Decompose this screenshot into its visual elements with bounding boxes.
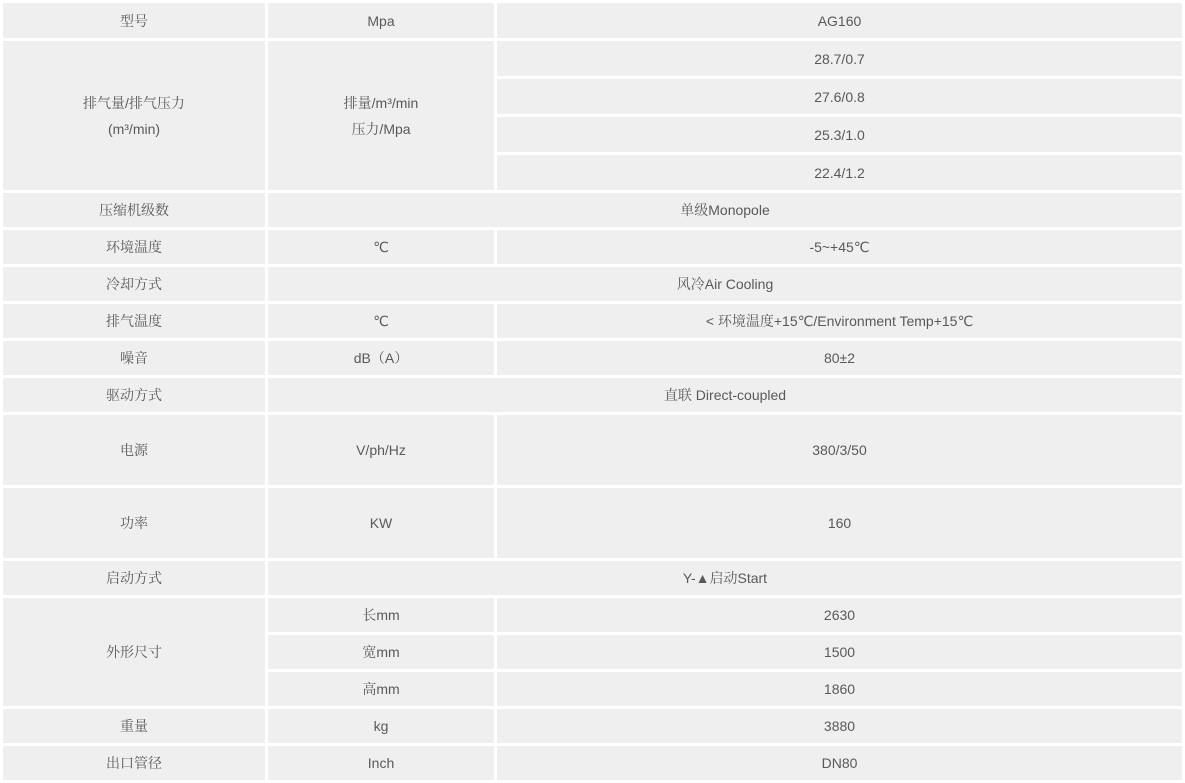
table-row-stages	[3, 193, 1182, 227]
discharge-value: 27.6/0.8	[497, 79, 1182, 114]
header-unit-label: Mpa	[268, 3, 494, 38]
table-row-discharge-1	[3, 41, 1182, 76]
header-model-value: AG160	[497, 3, 1182, 38]
row-label: 排气温度	[3, 304, 265, 338]
table-row-discharge-temp	[3, 304, 1182, 338]
table-row-noise	[3, 341, 1182, 375]
row-unit: dB（A）	[268, 341, 494, 375]
row-unit: kg	[268, 709, 494, 743]
row-label: 环境温度	[3, 230, 265, 264]
row-value: 380/3/50	[497, 415, 1182, 485]
dimensions-label: 外形尺寸	[3, 598, 265, 706]
row-unit: 长mm	[268, 598, 494, 632]
discharge-value: 25.3/1.0	[497, 117, 1182, 152]
row-value: 160	[497, 488, 1182, 558]
table-row-outlet	[3, 746, 1182, 780]
discharge-value: 22.4/1.2	[497, 155, 1182, 190]
row-label: 驱动方式	[3, 378, 265, 412]
row-unit: KW	[268, 488, 494, 558]
row-label: 出口管径	[3, 746, 265, 780]
row-unit: ℃	[268, 304, 494, 338]
discharge-value: 28.7/0.7	[497, 41, 1182, 76]
row-value: 80±2	[497, 341, 1182, 375]
table-row-start-mode	[3, 561, 1182, 595]
table-row-drive	[3, 378, 1182, 412]
row-value: 直联 Direct-coupled	[268, 378, 1182, 412]
row-unit: 宽mm	[268, 635, 494, 669]
row-value: -5~+45℃	[497, 230, 1182, 264]
discharge-label-cell	[3, 41, 265, 190]
discharge-label: 排气量/排气压力 (m³/min)	[83, 94, 185, 137]
table-row-weight	[3, 709, 1182, 743]
row-value: 1500	[497, 635, 1182, 669]
row-value: DN80	[497, 746, 1182, 780]
row-label: 启动方式	[3, 561, 265, 595]
row-unit: V/ph/Hz	[268, 415, 494, 485]
table-row-dimension-length	[3, 598, 1182, 632]
table-row-cooling	[3, 267, 1182, 301]
discharge-unit-cell	[268, 41, 494, 190]
row-value: < 环境温度+15℃/Environment Temp+15℃	[497, 304, 1182, 338]
table-row-power-supply	[3, 415, 1182, 485]
row-unit: ℃	[268, 230, 494, 264]
table-row-ambient-temp	[3, 230, 1182, 264]
row-value: 2630	[497, 598, 1182, 632]
table-header-row	[3, 3, 1182, 38]
row-label: 电源	[3, 415, 265, 485]
row-value: 1860	[497, 672, 1182, 706]
header-model-label: 型号	[3, 3, 265, 38]
table-row-motor-power	[3, 488, 1182, 558]
row-label: 压缩机级数	[3, 193, 265, 227]
row-label: 重量	[3, 709, 265, 743]
row-value: 单级Monopole	[268, 193, 1182, 227]
row-value: Y-▲启动Start	[268, 561, 1182, 595]
row-label: 功率	[3, 488, 265, 558]
row-value: 3880	[497, 709, 1182, 743]
discharge-unit: 排量/m³/min 压力/Mpa	[343, 94, 419, 137]
row-unit: 高mm	[268, 672, 494, 706]
row-unit: Inch	[268, 746, 494, 780]
row-label: 冷却方式	[3, 267, 265, 301]
row-value: 风冷Air Cooling	[268, 267, 1182, 301]
row-label: 噪音	[3, 341, 265, 375]
